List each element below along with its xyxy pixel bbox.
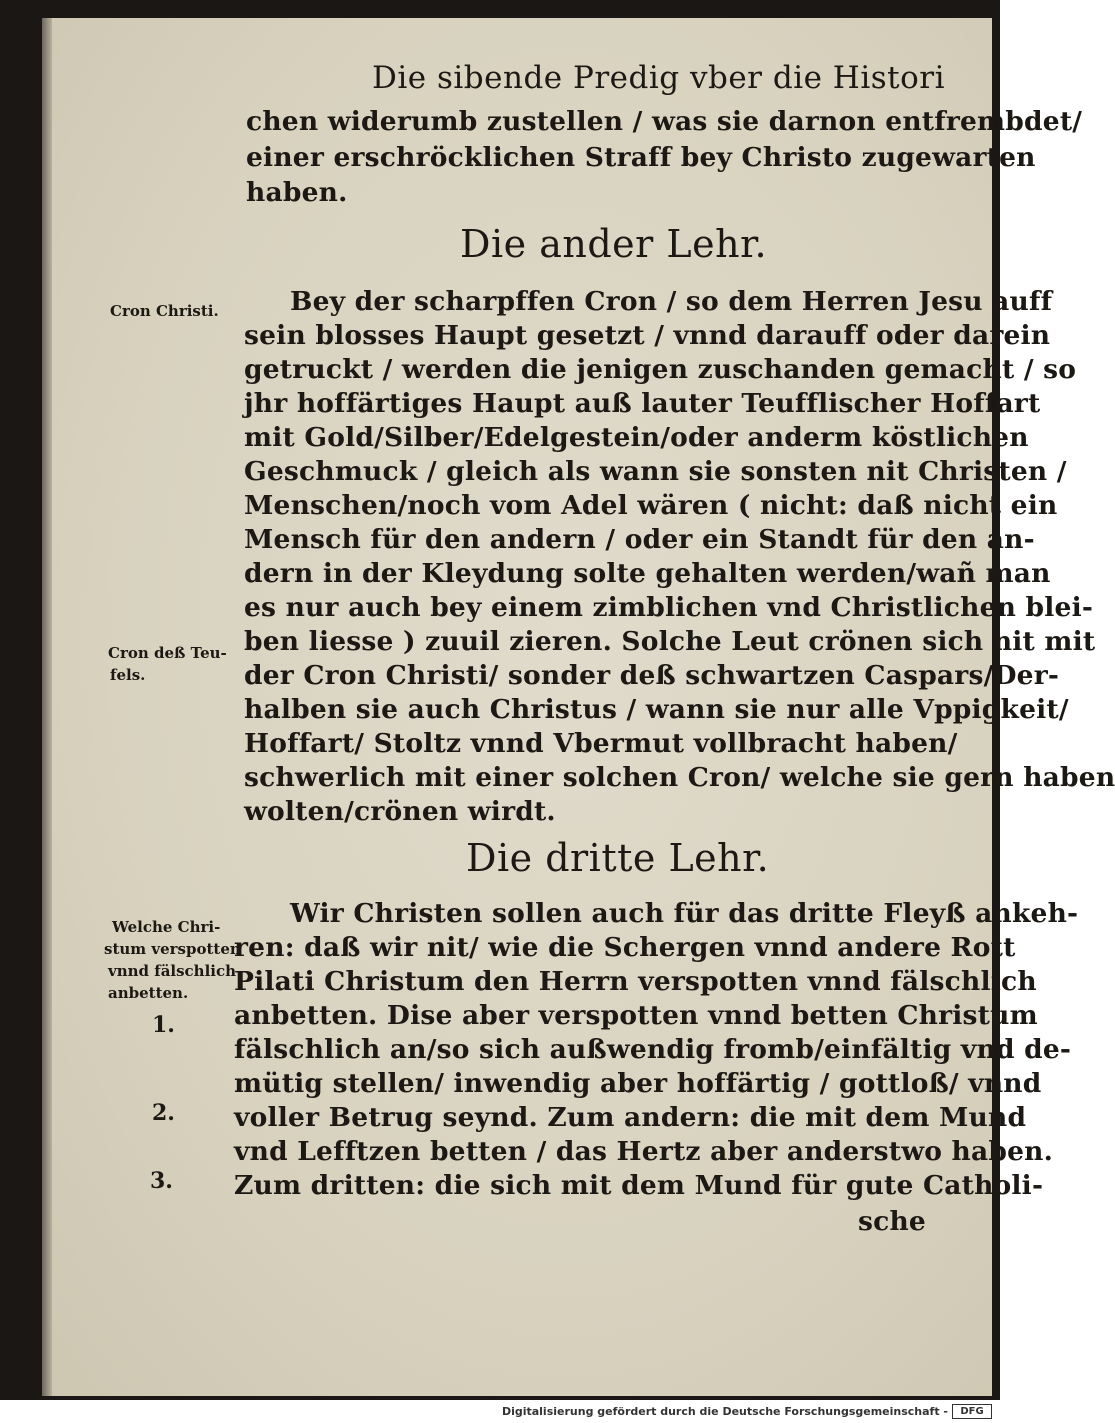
dfg-logo: DFG: [952, 1404, 992, 1419]
footer-bar: [0, 1400, 1000, 1423]
text-line: chen widerumb zustellen / was sie darnon entfrembdet/: [246, 106, 1083, 137]
text-line: voller Betrug seynd. Zum andern: die mit dem Mund: [234, 1102, 1027, 1133]
text-line: es nur auch bey einem zimblichen vnd Christlichen blei-: [244, 592, 1094, 623]
section-heading: Die dritte Lehr.: [466, 836, 770, 880]
list-marker: 2.: [152, 1100, 175, 1126]
text-line: dern in der Kleydung solte gehalten werden/wañ man: [244, 558, 1051, 589]
list-marker: 3.: [150, 1168, 173, 1194]
margin-note: fels.: [110, 666, 146, 684]
text-line: wolten/crönen wirdt.: [244, 796, 556, 827]
text-line: haben.: [246, 177, 348, 208]
text-line: fälschlich an/so sich außwendig fromb/einfältig vnd de-: [234, 1034, 1072, 1065]
section-heading: Die ander Lehr.: [460, 222, 768, 266]
text-line: der Cron Christi/ sonder deß schwartzen Caspars/Der-: [244, 660, 1060, 691]
text-line: mit Gold/Silber/Edelgestein/oder anderm köstlichen: [244, 422, 1029, 453]
text-line: Bey der scharpffen Cron / so dem Herren Jesu auff: [290, 286, 1053, 317]
page-gutter-shadow: [42, 18, 52, 1396]
margin-note: anbetten.: [108, 984, 189, 1002]
margin-note: Cron deß Teu-: [108, 644, 227, 662]
text-line: Mensch für den andern / oder ein Standt für den an-: [244, 524, 1035, 555]
text-line: ren: daß wir nit/ wie die Schergen vnnd andere Rott: [234, 932, 1016, 963]
margin-note: Welche Chri-: [112, 918, 221, 936]
text-line: schwerlich mit einer solchen Cron/ welche sie gern haben: [244, 762, 1115, 793]
margin-note: Cron Christi.: [110, 302, 219, 320]
text-line: getruckt / werden die jenigen zuschanden gemacht / so: [244, 354, 1077, 385]
margin-note: vnnd fälschlich: [108, 962, 237, 980]
catchword: sche: [858, 1206, 926, 1237]
text-line: Pilati Christum den Herrn verspotten vnnd fälschlich: [234, 966, 1037, 997]
text-line: Hoffart/ Stoltz vnnd Vbermut vollbracht haben/: [244, 728, 958, 759]
text-line: sein blosses Haupt gesetzt / vnnd darauff oder darein: [244, 320, 1051, 351]
text-line: jhr hoffärtiges Haupt auß lauter Teufflischer Hoffart: [244, 388, 1041, 419]
text-line: halben sie auch Christus / wann sie nur alle Vppigkeit/: [244, 694, 1069, 725]
funding-credit: Digitalisierung gefördert durch die Deutsche Forschungsgemeinschaft -: [501, 1405, 948, 1418]
text-line: ben liesse ) zuuil zieren. Solche Leut crönen sich nit mit: [244, 626, 1096, 657]
text-line: einer erschröcklichen Straff bey Christo zugewarten: [246, 142, 1036, 173]
list-marker: 1.: [152, 1012, 175, 1038]
text-line: Geschmuck / gleich als wann sie sonsten nit Christen /: [244, 456, 1067, 487]
text-line: vnd Lefftzen betten / das Hertz aber anderstwo haben.: [234, 1136, 1054, 1167]
margin-note: stum verspotten: [104, 940, 241, 958]
text-line: Zum dritten: die sich mit dem Mund für gute Catholi-: [234, 1170, 1044, 1201]
running-head: Die sibende Predig vber die Histori: [372, 60, 946, 96]
text-line: anbetten. Dise aber verspotten vnnd betten Christum: [234, 1000, 1038, 1031]
text-line: Wir Christen sollen auch für das dritte Fleyß ankeh-: [290, 898, 1079, 929]
text-line: Menschen/noch vom Adel wären ( nicht: daß nicht ein: [244, 490, 1058, 521]
text-line: mütig stellen/ inwendig aber hoffärtig / gottloß/ vnnd: [234, 1068, 1042, 1099]
